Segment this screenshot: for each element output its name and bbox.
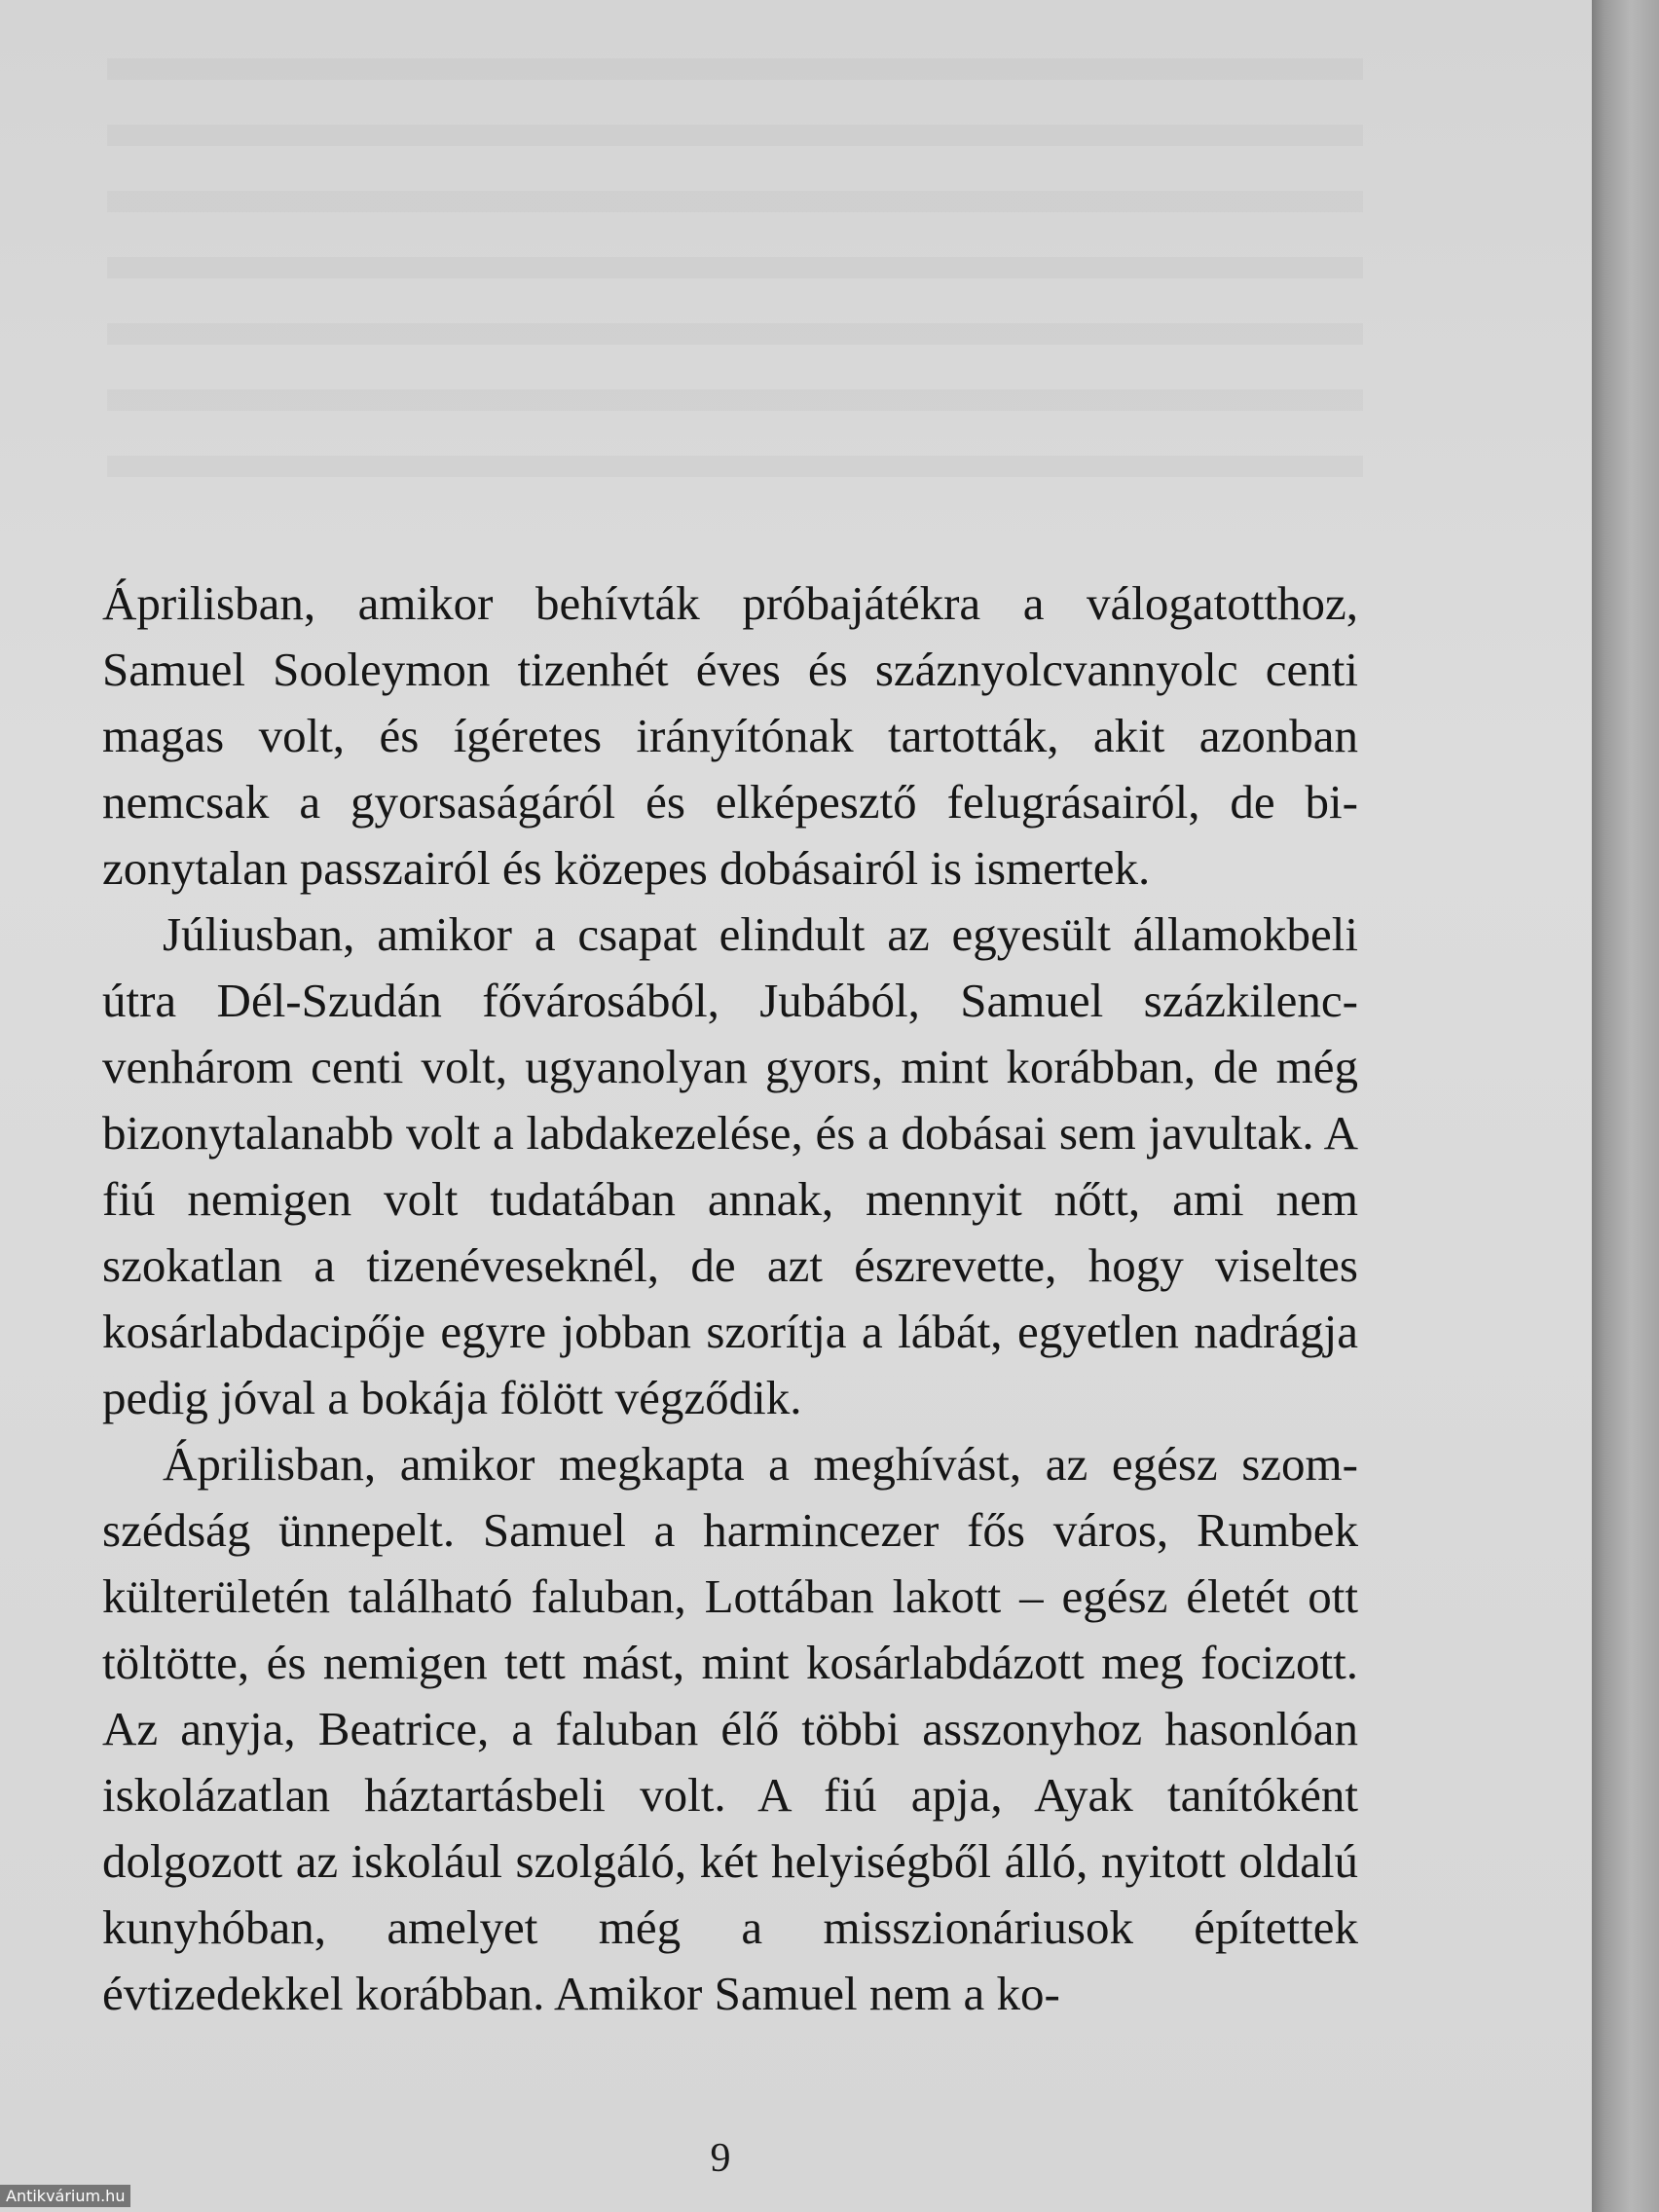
paragraph-1: Áprilisban, amikor behívták próbajátékra a válogatotthoz, Samuel Sooleymon tizenhét éves és száznyolcvannyolc centi magas volt, és ígéretes irányítónak tartották, akit azonban nemcsak a gyorsaságáról és elképesztő felugrásairól, de bizonytalan passzairól és közepes dobásairól is ismertek.	[102, 576, 1358, 895]
page-number: 9	[710, 2136, 731, 2181]
paragraph-2: Júliusban, amikor a csapat elindult az egyesült államokbeli útra Dél-Szudán fővárosából, Jubából, Samuel százkilencvenhárom centi volt, ugyanolyan gyors, mint korábban, de még bizonytalanabb volt a labdakezelése, és a dobásai sem javultak. A fiú nemigen volt tudatában annak, mennyit nőtt, ami nem szokatlan a tizenéveseknél, de azt észrevette, hogy viseltes kosárlabdacipője egyre jobban szorítja a lábát, egyetlen nadrágja pedig jóval a bokája fölött végződik.	[102, 907, 1358, 1424]
watermark-text: Antikvárium.hu	[0, 2185, 130, 2207]
body-text	[102, 571, 1358, 2027]
paragraph-3: Áprilisban, amikor megkapta a meghívást, az egész szomszédság ünnepelt. Samuel a harmincezer fős város, Rumbek külterületén található faluban, Lottában lakott – egész életét ott töltötte, és nemigen tett mást, mint kosárlabdázott meg focizott. Az anyja, Beatrice, a faluban élő többi asszonyhoz hasonlóan iskolázatlan háztartásbeli volt. A fiú apja, Ayak tanítóként dolgozott az iskolául szolgáló, két helyiségből álló, nyitott oldalú kunyhóban, amelyet még a misszionáriusok építettek évtizedekkel korábban. Amikor Samuel nem a ko-	[102, 1437, 1358, 2020]
book-spine-shadow	[1592, 0, 1659, 2212]
bleed-through-shadow	[107, 58, 1363, 516]
